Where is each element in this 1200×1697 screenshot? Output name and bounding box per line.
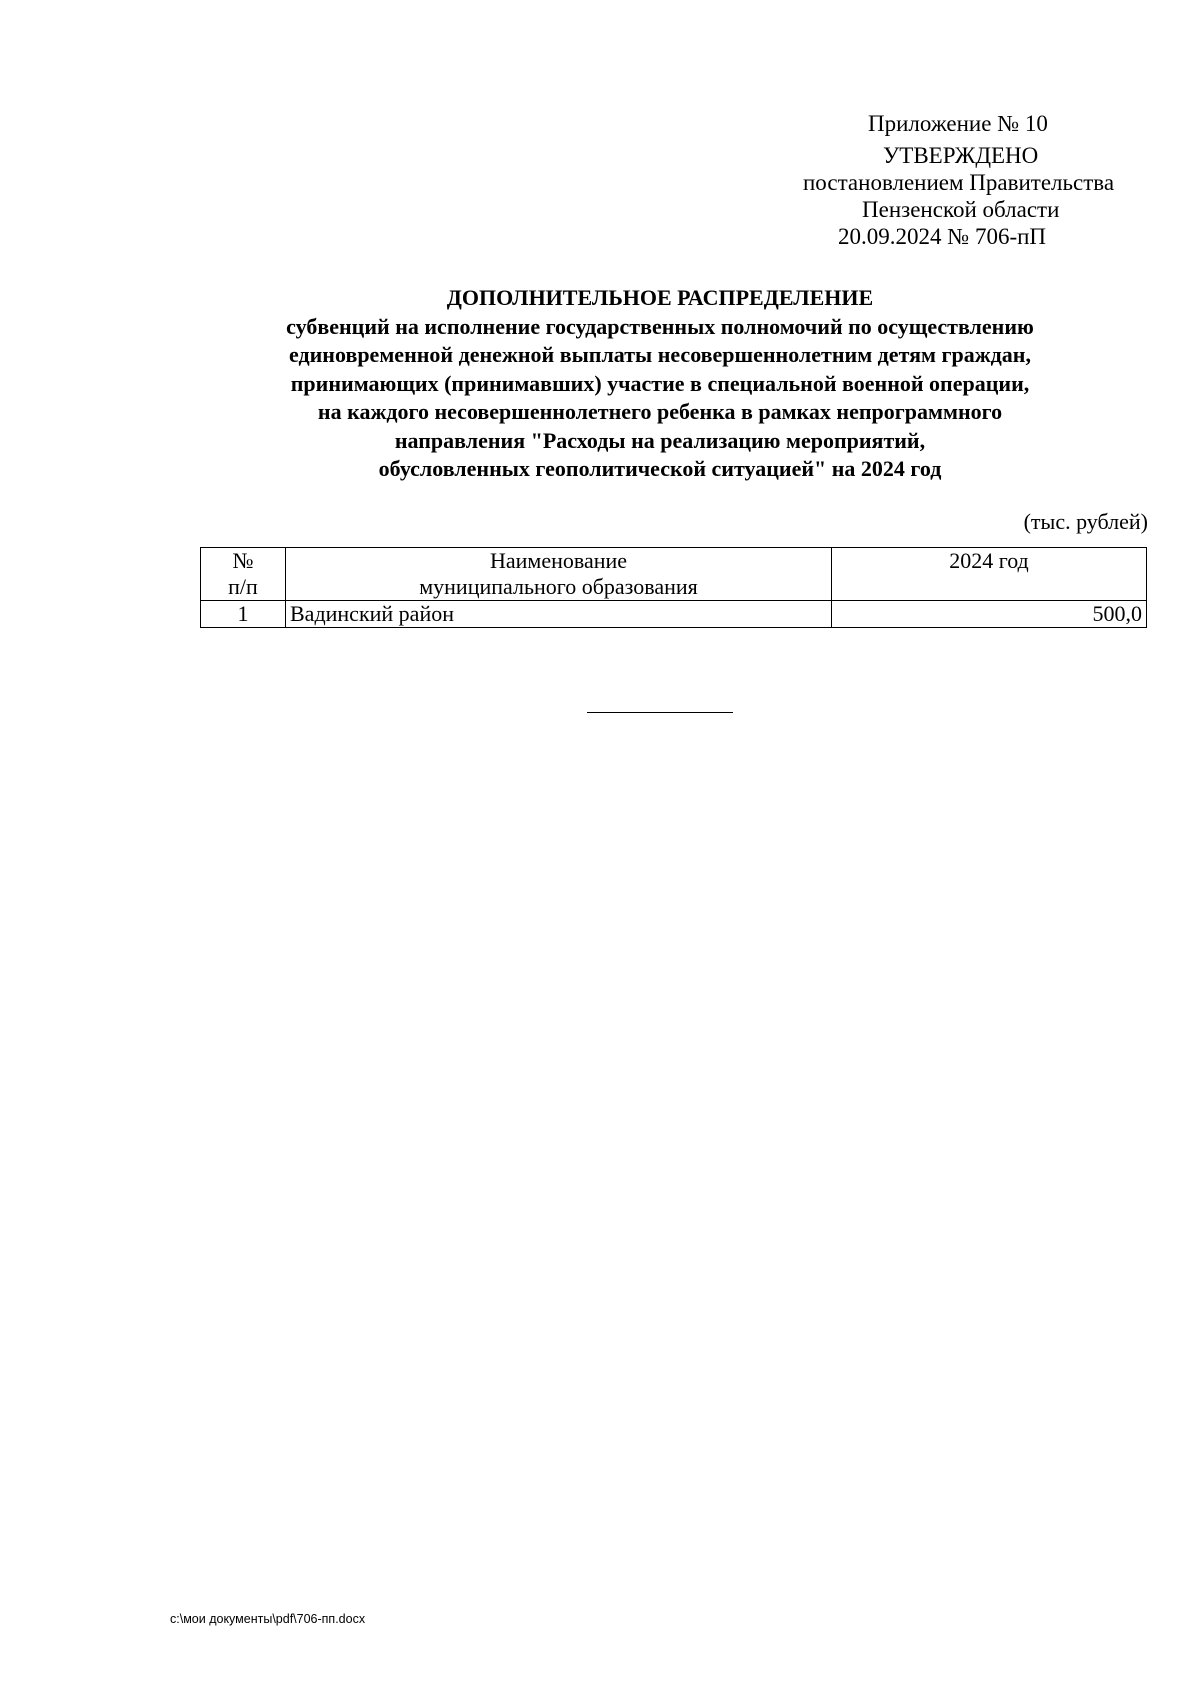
title-line: единовременной денежной выплаты несовершеннолетним детям граждан, — [289, 342, 1031, 367]
document-title — [200, 284, 1120, 484]
decree-text: постановлением Правительства — [803, 170, 1115, 195]
approval-block — [790, 110, 1140, 250]
header-municipality-line1: Наименование — [489, 548, 628, 573]
title-line: ДОПОЛНИТЕЛЬНОЕ РАСПРЕДЕЛЕНИЕ — [446, 285, 874, 310]
closing-divider — [587, 712, 733, 713]
row-number: 1 — [201, 601, 286, 628]
title-line: обусловленных геополитической ситуацией" на 2024 год — [378, 456, 942, 481]
title-line: принимающих (принимавших) участие в специальной военной операции, — [290, 370, 1030, 396]
approved-label: УТВЕРЖДЕНО — [883, 143, 1039, 168]
units-label: (тыс. рублей) — [1023, 509, 1148, 534]
distribution-table — [200, 547, 1147, 628]
header-year: 2024 год — [832, 548, 1147, 601]
table-row — [201, 601, 1147, 628]
title-line: направления "Расходы на реализацию мероприятий, — [394, 427, 926, 453]
row-value: 500,0 — [832, 601, 1147, 628]
header-number-line2: п/п — [228, 574, 258, 599]
title-line: на каждого несовершеннолетнего ребенка в рамках непрограммного — [317, 399, 1003, 424]
row-municipality: Вадинский район — [286, 601, 832, 628]
header-number-line1: № — [232, 548, 254, 573]
title-line: субвенций на исполнение государственных полномочий по осуществлению — [286, 313, 1034, 339]
header-number — [201, 548, 286, 601]
footer-file-path: c:\мои документы\pdf\706-пп.docx — [170, 1612, 366, 1626]
decree-date-number: 20.09.2024 № 706-пП — [838, 224, 1047, 249]
header-municipality-line2: муниципального образования — [419, 574, 698, 599]
header-municipality — [286, 548, 832, 601]
appendix-number: Приложение № 10 — [868, 111, 1048, 136]
region-text: Пензенской области — [862, 197, 1060, 222]
table-header-row — [201, 548, 1147, 601]
